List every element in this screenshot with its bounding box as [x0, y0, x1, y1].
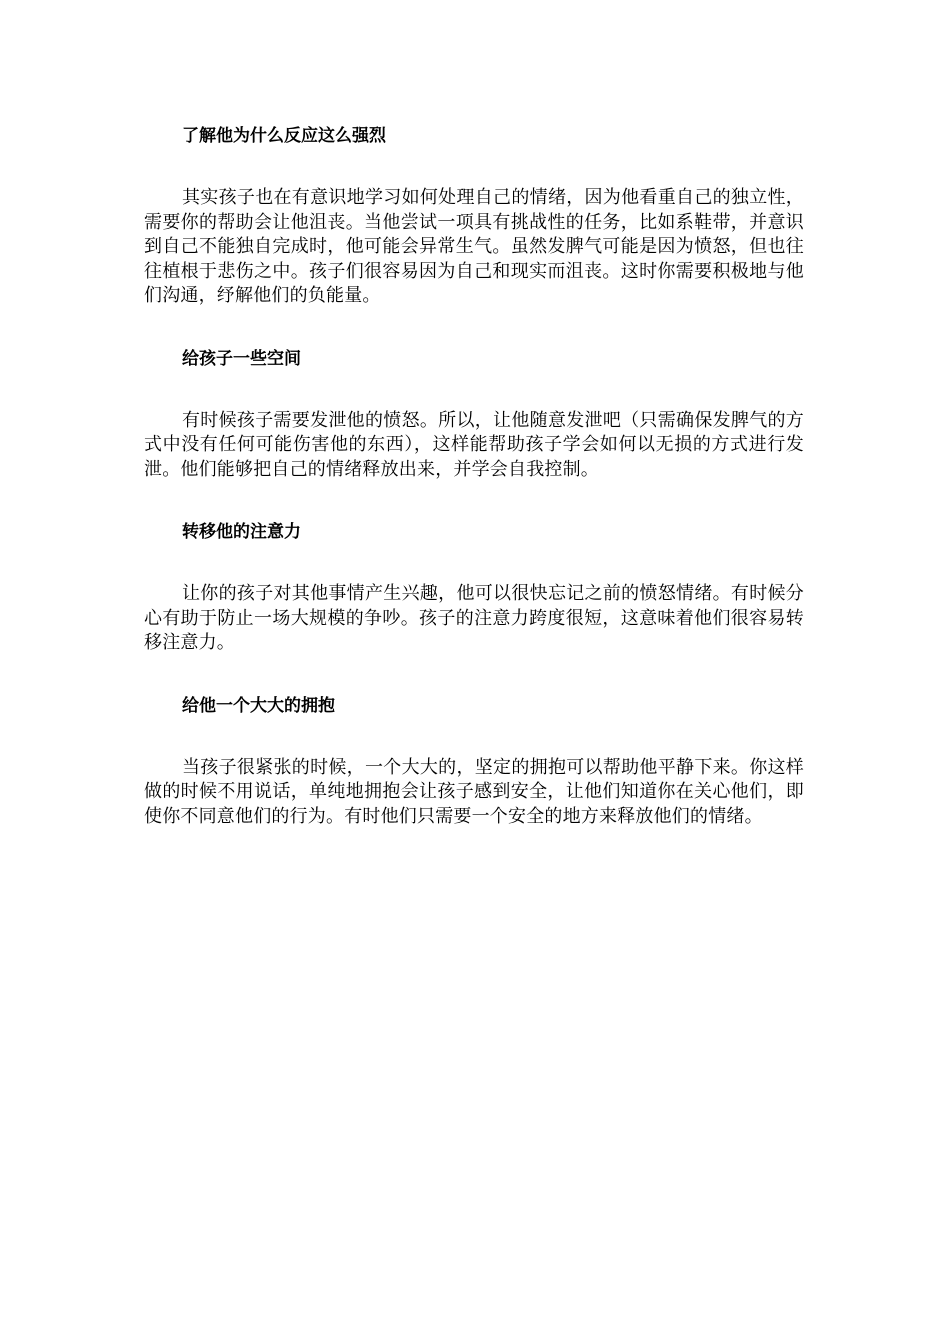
section-paragraph-2: 有时候孩子需要发泄他的愤怒。所以，让他随意发泄吧（只需确保发脾气的方式中没有任何可能伤害他的东西），这样能帮助孩子学会如何以无损的方式进行发泄。他们能够把自己的情绪释放出来，并学会自我控制。 — [144, 409, 804, 480]
document-content — [144, 124, 804, 867]
section-paragraph-1: 其实孩子也在有意识地学习如何处理自己的情绪，因为他看重自己的独立性，需要你的帮助会让他沮丧。当他尝试一项具有挑战性的任务，比如系鞋带，并意识到自己不能独自完成时，他可能会异常生气。虽然发脾气可能是因为愤怒，但也往往植根于悲伤之中。孩子们很容易因为自己和现实而沮丧。这时你需要积极地与他们沟通，纾解他们的负能量。 — [144, 187, 804, 306]
section-heading-3: 转移他的注意力 — [182, 522, 301, 542]
section-heading-2: 给孩子一些空间 — [182, 348, 301, 369]
section-heading-1: 了解他为什么反应这么强烈 — [182, 126, 386, 146]
section-paragraph-3: 让你的孩子对其他事情产生兴趣，他可以很快忘记之前的愤怒情绪。有时候分心有助于防止一场大规模的争吵。孩子的注意力跨度很短，这意味着他们很容易转移注意力。 — [144, 583, 804, 653]
section-heading-4: 给他一个大大的拥抱 — [182, 695, 335, 716]
section-paragraph-4: 当孩子很紧张的时候，一个大大的，坚定的拥抱可以帮助他平静下来。你这样做的时候不用说话，单纯地拥抱会让孩子感到安全，让他们知道你在关心他们，即使你不同意他们的行为。有时他们只需要一个安全的地方来释放他们的情绪。 — [144, 756, 804, 827]
